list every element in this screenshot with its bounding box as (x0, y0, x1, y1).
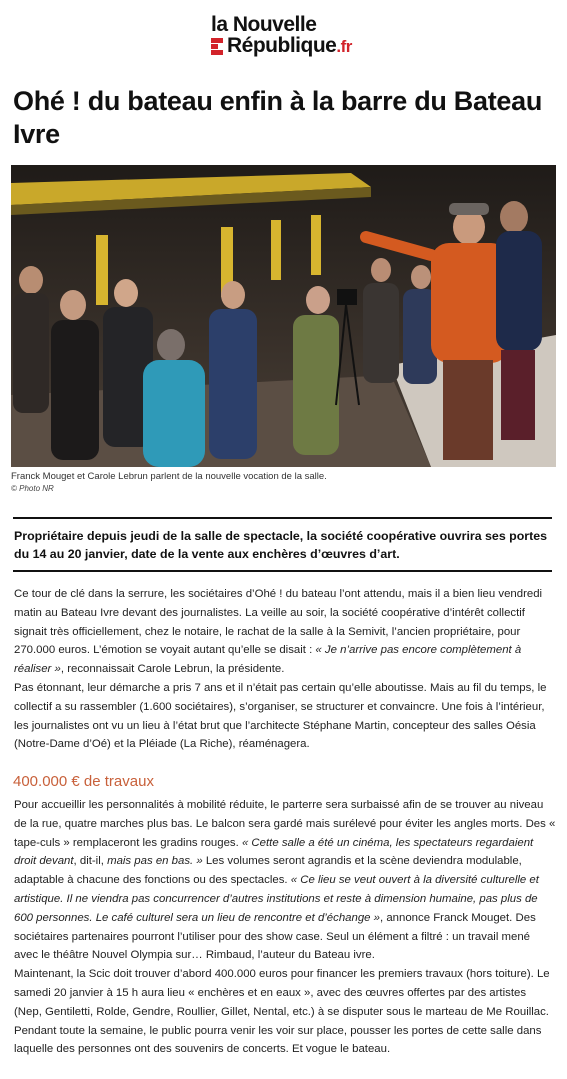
body-paragraph: Maintenant, la Scic doit trouver d’abord 400.000 euros pour financer les premiers travaux (hors toiture). Le samedi 20 janvier à 15 h aura lieu « enchères et en eaux », avec des œuvres offertes par des artistes (Nep, Gentiletti, Rolde, Gendre, Roullier, Gillet, Nental, etc.) à se disputer sous le marteau de Me Rouillac. Pendant toute la semaine, le public pourra venir les voir sur place, pousser les portes de cette salle dans laquelle des personnes ont des souvenirs de concerts. Et vogue le bateau. (14, 968, 550, 1056)
article-headline: Ohé ! du bateau enfin à la barre du Bateau Ivre (13, 86, 543, 149)
photo-caption: Franck Mouget et Carole Lebrun parlent de la nouvelle vocation de la salle. (11, 471, 327, 482)
body-paragraph: Ce tour de clé dans la serrure, les sociétaires d’Ohé ! du bateau l’ont attendu, mais il a bien lieu vendredi matin au Bateau Ivre devant des journalistes. La veille au soir, la société coopérative d’intérêt collectif signait très officiellement, chez le notaire, le rachat de la salle à la Semivit, l’ancien propriétaire, pour 270.000 euros. L’émotion se voyait autant qu’elle se disait : « Je n’arrive pas encore complètement à réaliser », reconnaissait Carole Lebrun, la présidente. (14, 588, 543, 676)
section-subhead: 400.000 € de travaux (13, 773, 154, 790)
article-lead: Propriétaire depuis jeudi de la salle de spectacle, la société coopérative ouvrira ses portes du 14 au 20 janvier, date de la vente aux enchères d’œuvres d’art. (14, 529, 548, 561)
logo-line-1: la Nouvelle (211, 13, 317, 36)
article-photo-image (11, 165, 556, 467)
article-photo (11, 165, 556, 467)
site-logo[interactable] (211, 14, 381, 58)
lead-bottom-rule (13, 570, 552, 572)
article-body-part-1 (14, 585, 557, 754)
lead-top-rule (13, 517, 552, 519)
logo-line-2: République.fr (227, 34, 352, 57)
body-paragraph: Pas étonnant, leur démarche a pris 7 ans et il n’était pas certain qu’elle aboutisse. Mais au fil du temps, le collectif a su rassembler (1.600 sociétaires), s’organiser, se structurer et convaincre. Une fois à l’intérieur, les journalistes ont vu un lieu à l’état brut que l’architecte Stéphane Martin, concepteur des salles Oésia (Notre-Dame d’Oé) et la Pléiade (La Riche), réaménagera. (14, 681, 547, 751)
logo-mark-icon (211, 38, 223, 55)
article-body-part-2 (14, 796, 557, 1059)
photo-credit: © Photo NR (11, 484, 54, 493)
body-paragraph: Pour accueillir les personnalités à mobilité réduite, le parterre sera surbaissé afin de se trouver au niveau de la rue, quatre marches plus bas. Le balcon sera gardé mais surélevé pour éviter les angles morts. Des « tape-culs » remplaceront les gradins rouges. « Cette salle a été un cinéma, les spectateurs regardaient droit devant, dit-il, mais pas en bas. » Les volumes seront agrandis et la scène deviendra modulable, adaptable à chacune des fonctions ou des spectacles. « Ce lieu se veut ouvert à la diversité culturelle et artistique. Il ne viendra pas concurrencer d’autres institutions et reste à dimension humaine, pas plus de 600 personnes. Le café culturel sera un lieu de rencontre et d’échange », annonce Franck Mouget. Des sociétaires partenaires pourront l’utiliser pour des show case. Seul un élément a filtré : un travail mené avec le théâtre Nouvel Olympia sur… Rimbaud, l’auteur du Bateau ivre. (14, 799, 556, 962)
